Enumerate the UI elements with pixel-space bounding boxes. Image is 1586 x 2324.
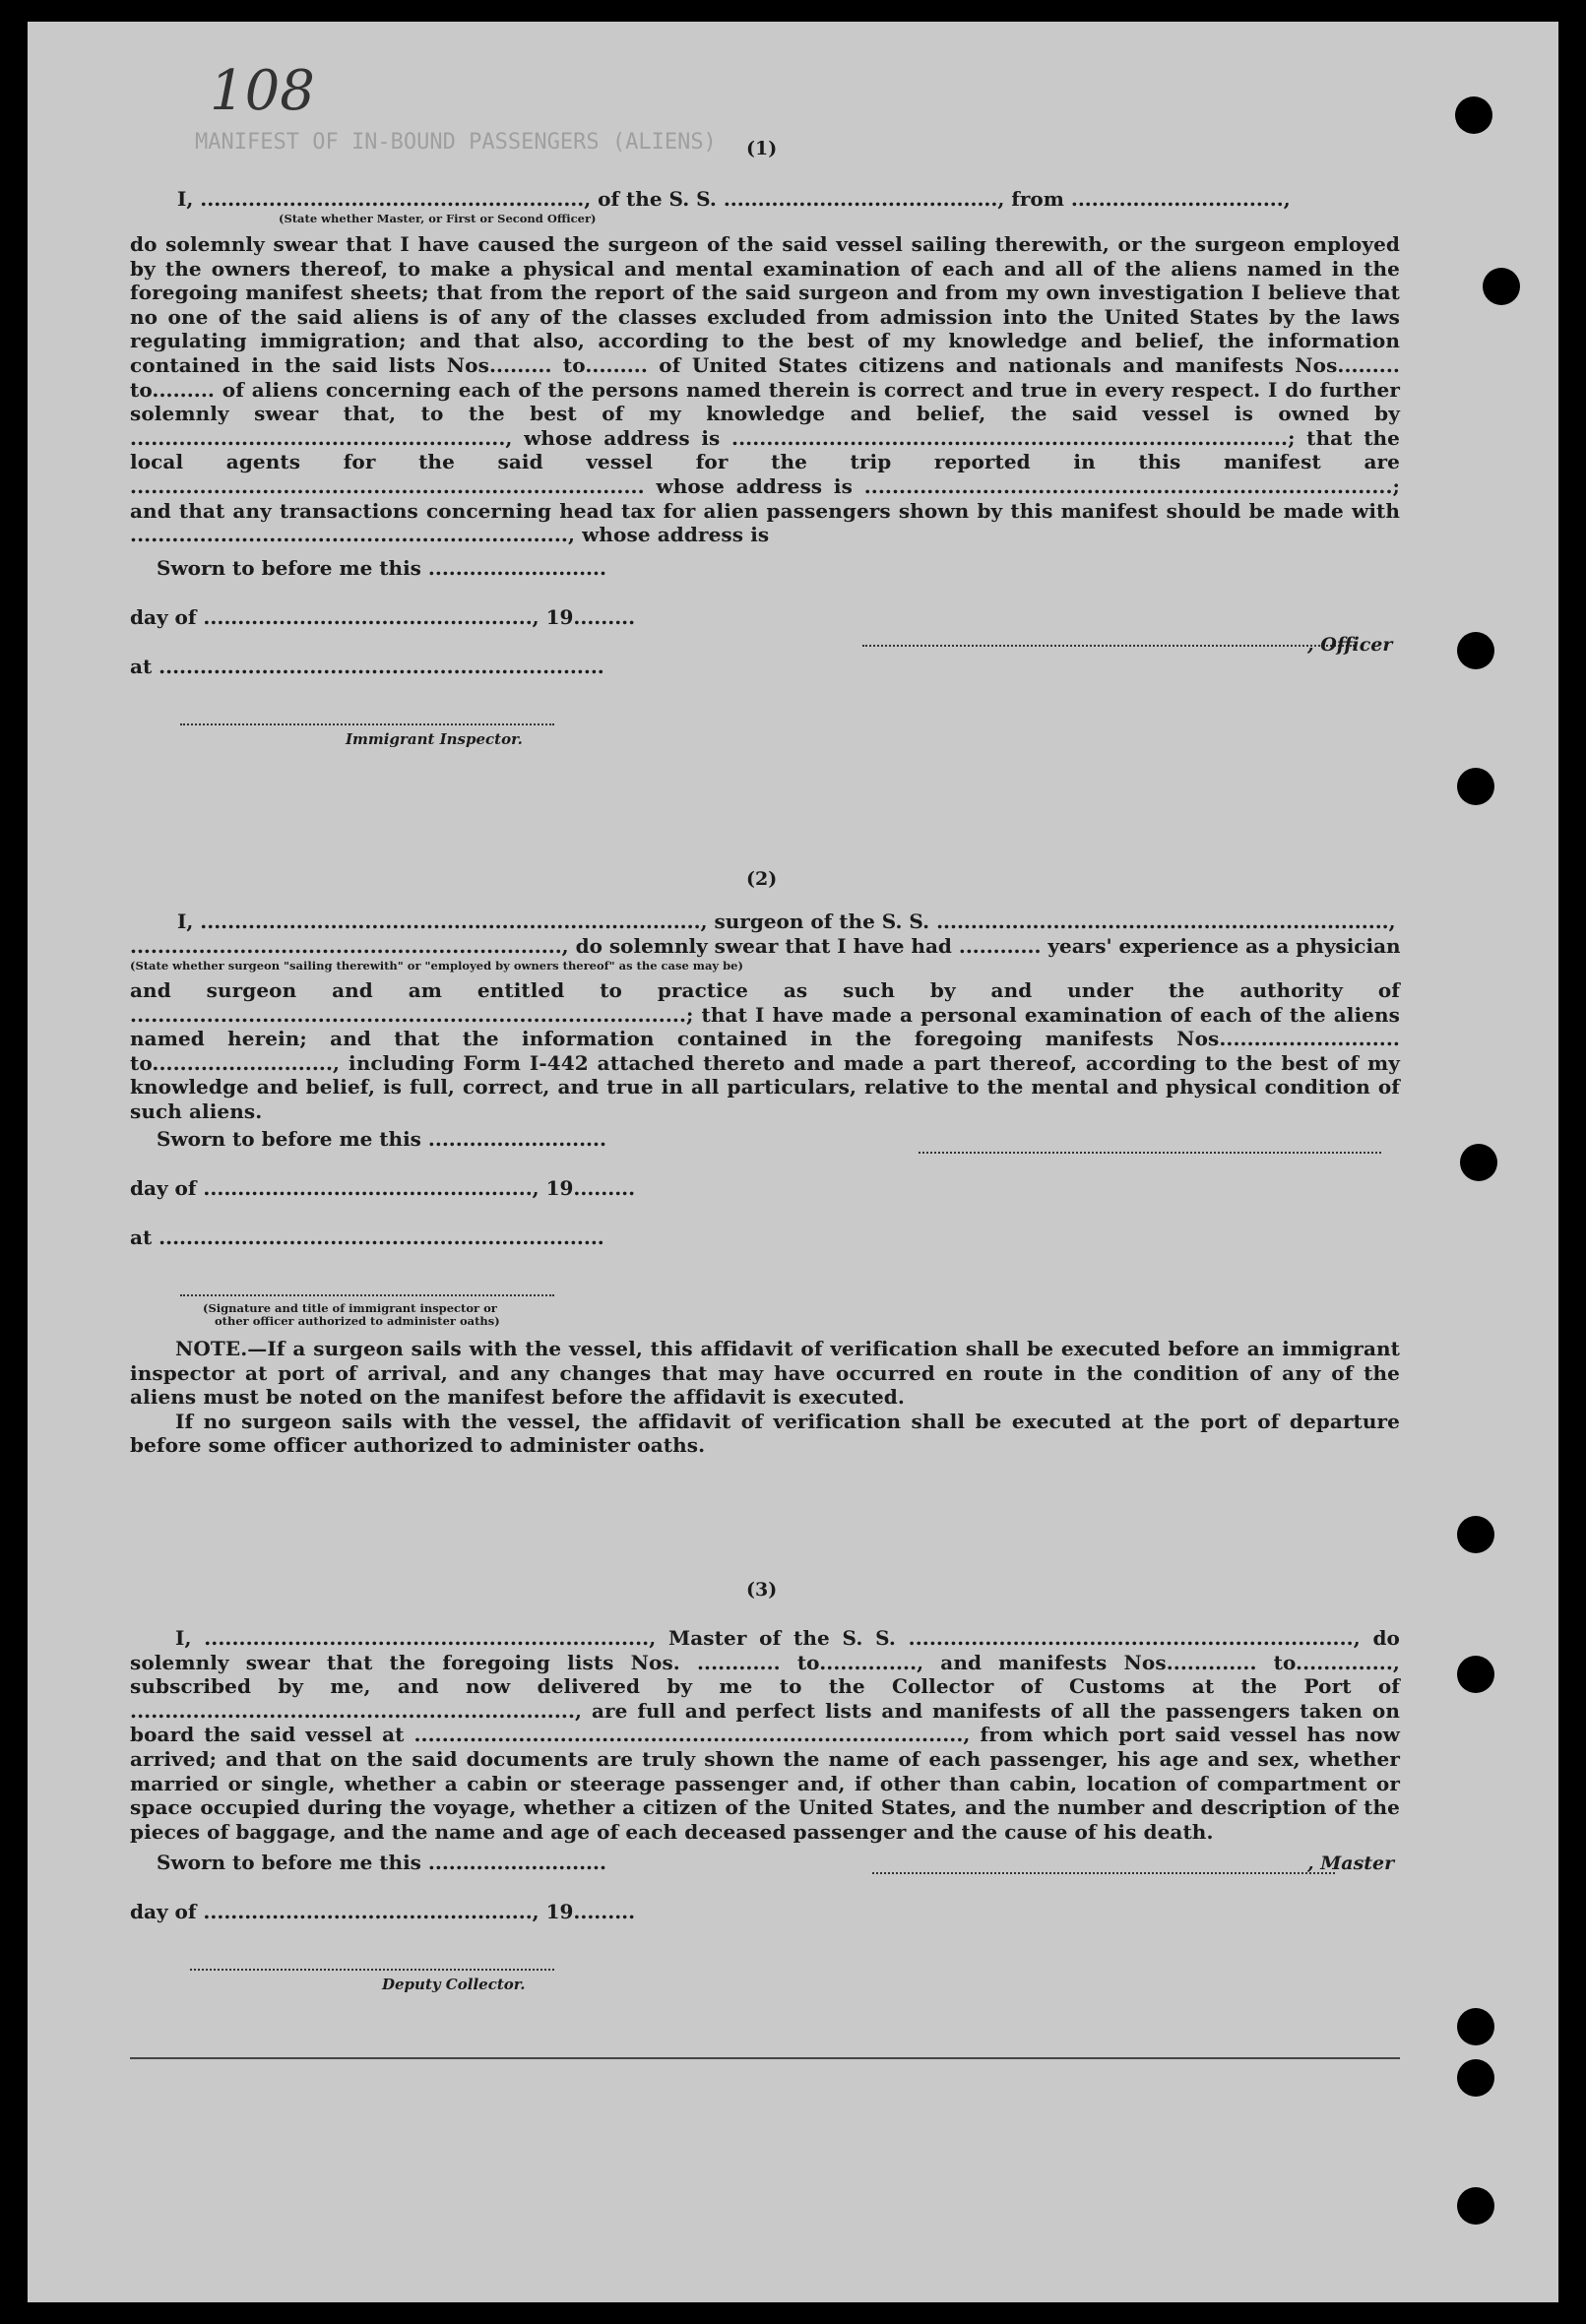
section-2-sworn: Sworn to before me this .......................... <box>157 1127 606 1151</box>
binder-hole <box>1457 2008 1494 2045</box>
section-2-day: day of ................................................, 19......... <box>130 1176 636 1200</box>
section-2-body <box>130 978 1400 1124</box>
master-label: , Master <box>1307 1853 1395 1874</box>
note-surgeon-sails: NOTE.—If a surgeon sails with the vessel, this affidavit of verification shall be executed before an immigrant inspector at port of arrival, and any changes that may have occurred en route in the condition of any of the aliens must be noted on the manifest before the affidavit is executed. <box>130 1337 1400 1410</box>
binder-hole <box>1455 96 1492 134</box>
handwritten-page-number: 108 <box>210 59 315 123</box>
section-1-first-line: I, ........................................................, of the S. S. ........................................, from ..............................., <box>177 187 1291 211</box>
binder-hole <box>1483 268 1520 305</box>
section-3-text: I, ................................................................, Master of the S. S. ................................................................, do solemnly swear that the foregoing lists Nos. ............ to.............., and manifests Nos............. to.............., subscribed by me, and now delivered by me to the Collector of Customs at the Port of ................................................................, are full and perfect lists and manifests of all the passengers taken on board the said vessel at ..............................................................................., from which port said vessel has now arrived; and that on the said documents are truly shown the name of each passenger, his age and sex, whether married or single, whether a cabin or steerage passenger and, if other than cabin, location of compartment or space occupied during the voyage, whether a citizen of the United States, and the number and description of the pieces of baggage, and the name and age of each deceased passenger and the cause of his death. <box>130 1626 1400 1844</box>
immigrant-inspector-label: Immigrant Inspector. <box>346 730 523 748</box>
master-signature-line <box>872 1872 1335 1874</box>
section-2-at: at ................................................................. <box>130 1225 604 1249</box>
section-1-sworn: Sworn to before me this .......................... <box>157 556 606 580</box>
section-1-day: day of ................................................, 19......... <box>130 605 636 629</box>
bottom-rule <box>130 2057 1400 2059</box>
section-2-text: and surgeon and am entitled to practice as such by and under the authority of ................................................................................; that I have made a personal examination of each of the aliens named herein; and that the information contained in the foregoing manifests Nos.......................... to.........................., including Form I-442 attached thereto and made a part thereof, according to the best of my knowledge and belief, is full, correct, and true in all particulars, relative to the mental and physical condition of such aliens. <box>130 978 1400 1123</box>
binder-hole <box>1457 2059 1494 2097</box>
section-2-signature-note-1: (Signature and title of immigrant inspector or <box>203 1301 497 1315</box>
inspector-signature-line <box>180 723 554 725</box>
officer-label: , Officer <box>1307 634 1393 656</box>
section-3-number: (3) <box>746 1579 778 1601</box>
binder-hole <box>1457 1516 1494 1553</box>
section-2-second-line: ..............................................................., do solemnly swear that I have had ............ years' experience as a physician <box>130 934 1401 958</box>
section-2-state-note: (State whether surgeon "sailing therewith" or "employed by owners thereof" as the case may be) <box>130 959 743 973</box>
section-2-number: (2) <box>746 868 778 890</box>
binder-hole <box>1457 2187 1494 2225</box>
section-3-day: day of ................................................, 19......... <box>130 1900 636 1923</box>
binder-hole <box>1457 632 1494 669</box>
deputy-signature-line <box>190 1969 554 1971</box>
note-no-surgeon: If no surgeon sails with the vessel, the affidavit of verification shall be executed at the port of departure before some officer authorized to administer oaths. <box>130 1409 1400 1458</box>
section-2-signature-note-2: other officer authorized to administer oaths) <box>215 1314 500 1328</box>
section-2-note <box>130 1337 1400 1458</box>
binder-hole <box>1457 768 1494 805</box>
section-3-sworn: Sworn to before me this .......................... <box>157 1851 606 1874</box>
faint-header: MANIFEST OF IN-BOUND PASSENGERS (ALIENS) <box>195 130 717 155</box>
binder-hole <box>1460 1144 1497 1181</box>
section-2-first-line: I, ........................................................................., surgeon of the S. S. .................................................................., <box>177 910 1396 933</box>
section-2-signature-line <box>919 1152 1381 1154</box>
officer-signature-line <box>862 645 1355 647</box>
section-3-body <box>130 1626 1400 1844</box>
section-1-number: (1) <box>746 138 778 159</box>
section-1-state-note: (State whether Master, or First or Second Officer) <box>279 212 597 225</box>
section-1-body <box>130 232 1400 547</box>
deputy-collector-label: Deputy Collector. <box>382 1976 526 1993</box>
manifest-page <box>28 22 1558 2302</box>
binder-hole <box>1457 1656 1494 1693</box>
section-1-text: do solemnly swear that I have caused the surgeon of the said vessel sailing therewith, or the surgeon employed by the owners thereof, to make a physical and mental examination of each and all of the aliens named in the foregoing manifest sheets; that from the report of the said surgeon and from my own investigation I believe that no one of the said aliens is of any of the classes excluded from admission into the United States by the laws regulating immigration; and that also, according to the best of my knowledge and belief, the information contained in the said lists Nos......... to......... of United States citizens and nationals and manifests Nos......... to......... of aliens concerning each of the persons named therein is correct and true in every respect. I do further solemnly swear that, to the best of my knowledge and belief, the said vessel is owned by ......................................................, whose address is ................................................................................; that the local agents for the said vessel for the trip reported in this manifest are .......................................................................... whose address is ............................................................................; and that any transactions concerning head tax for alien passengers shown by this manifest should be made with ..............................................................., whose address is <box>130 232 1400 547</box>
section-1-at: at ................................................................. <box>130 655 604 678</box>
section-2-inspector-line <box>180 1294 554 1296</box>
